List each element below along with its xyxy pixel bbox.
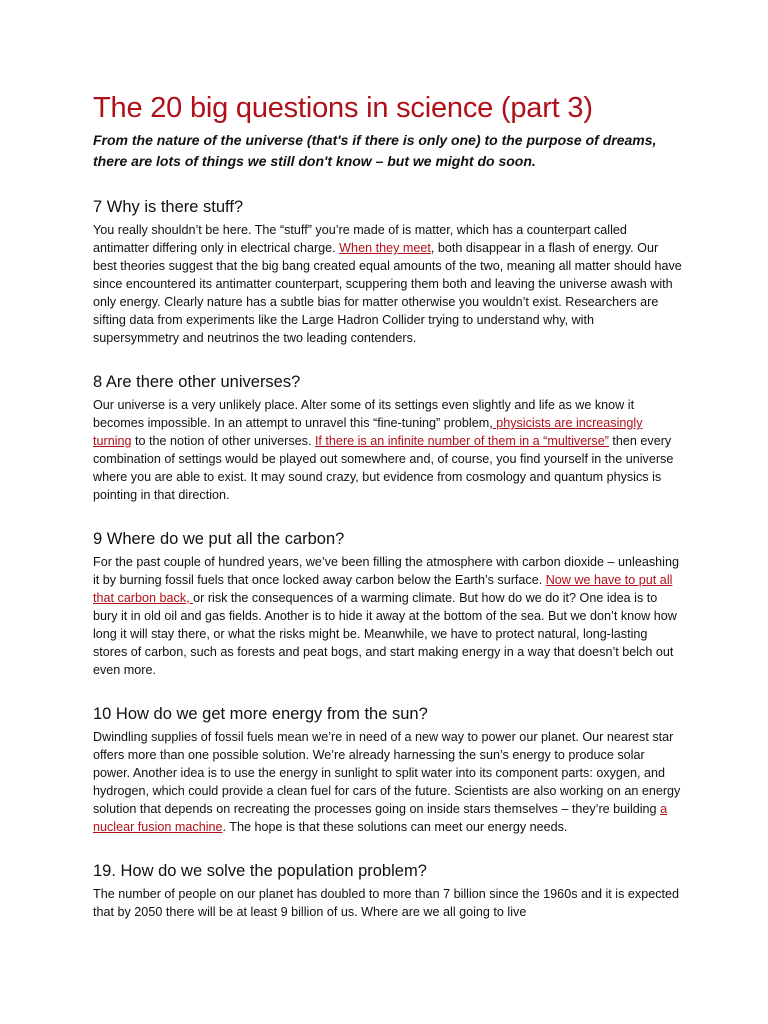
- section-carbon: [93, 528, 683, 679]
- section-body: The number of people on our planet has doubled to more than 7 billion since the 1960s and it is expected that by 2050 there will be at least 9 billion of us. Where are we all going to live: [93, 887, 680, 919]
- section-body: Our universe is a very unlikely place. Alter some of its settings even slightly and life as we know it becomes impossible. In an attempt to unravel this “fine-tuning” problem, physicists are increasingly turning to the notion of other universes. If there is an infinite number of them in a “multiverse” then every combination of settings would be played out somewhere and, of course, you find yourself in the universe where you are able to exist. It may sound crazy, but evidence from cosmology and quantum physics is pointing in that direction.: [93, 398, 674, 502]
- link-multiverse[interactable]: If there is an infinite number of them in a “multiverse”: [314, 434, 609, 448]
- page-title: The 20 big questions in science (part 3): [93, 92, 593, 124]
- section-why-is-there-stuff: [93, 196, 683, 347]
- link-nuclear-fusion-machine[interactable]: a nuclear fusion machine: [93, 802, 668, 834]
- page-subtitle: From the nature of the universe (that's if there is only one) to the purpose of dreams, there are lots of things we still don't know – but we might do soon.: [93, 132, 657, 169]
- link-when-they-meet[interactable]: When they meet: [339, 241, 431, 255]
- section-heading: 7 Why is there stuff?: [93, 198, 244, 216]
- section-population: [93, 860, 683, 921]
- section-heading: 9 Where do we put all the carbon?: [93, 530, 345, 548]
- section-body: Dwindling supplies of fossil fuels mean we’re in need of a new way to power our planet. Our nearest star offers more than one possible solution. We’re already harnessing the sun’s energy to produce solar power. Another idea is to use the energy in sunlight to split water into its component parts: oxygen, and hydrogen, which could provide a clean fuel for cars of the future. Scientists are also working on an energy solution that depends on recreating the processes going on inside stars themselves – they’re building a nuclear fusion machine. The hope is that these solutions can meet our energy needs.: [93, 730, 681, 834]
- section-energy-from-sun: [93, 703, 683, 836]
- section-body: You really shouldn’t be here. The “stuff” you’re made of is matter, which has a counterpart called antimatter differing only in electrical charge. When they meet, both disappear in a flash of energy. Our best theories suggest that the big bang created equal amounts of the two, meaning all matter should have since encountered its antimatter counterpart, scuppering them both and leaving the universe awash with only energy. Clearly nature has a subtle bias for matter otherwise you wouldn’t exist. Researchers are sifting data from experiments like the Large Hadron Collider trying to understand why, with supersymmetry and neutrinos the two leading contenders.: [93, 223, 682, 345]
- section-body: For the past couple of hundred years, we’ve been filling the atmosphere with carbon dioxide – unleashing it by burning fossil fuels that once locked away carbon below the Earth’s surface. Now we have to put all that carbon back, or risk the consequences of a warming climate. But how do we do it? One idea is to bury it in old oil and gas fields. Another is to hide it away at the bottom of the sea. But we don’t know how long it will stay there, or what the risks might be. Meanwhile, we have to protect natural, long-lasting stores of carbon, such as forests and peat bogs, and start making energy in a way that doesn’t belch out even more.: [93, 555, 679, 677]
- document-page: [93, 90, 683, 921]
- section-other-universes: [93, 371, 683, 504]
- section-heading: 10 How do we get more energy from the sun?: [93, 705, 428, 723]
- link-physicists-turning[interactable]: physicists are increasingly turning: [93, 416, 643, 448]
- section-heading: 19. How do we solve the population problem?: [93, 862, 427, 880]
- section-heading: 8 Are there other universes?: [93, 373, 301, 391]
- link-carbon-back[interactable]: Now we have to put all that carbon back,: [93, 573, 673, 605]
